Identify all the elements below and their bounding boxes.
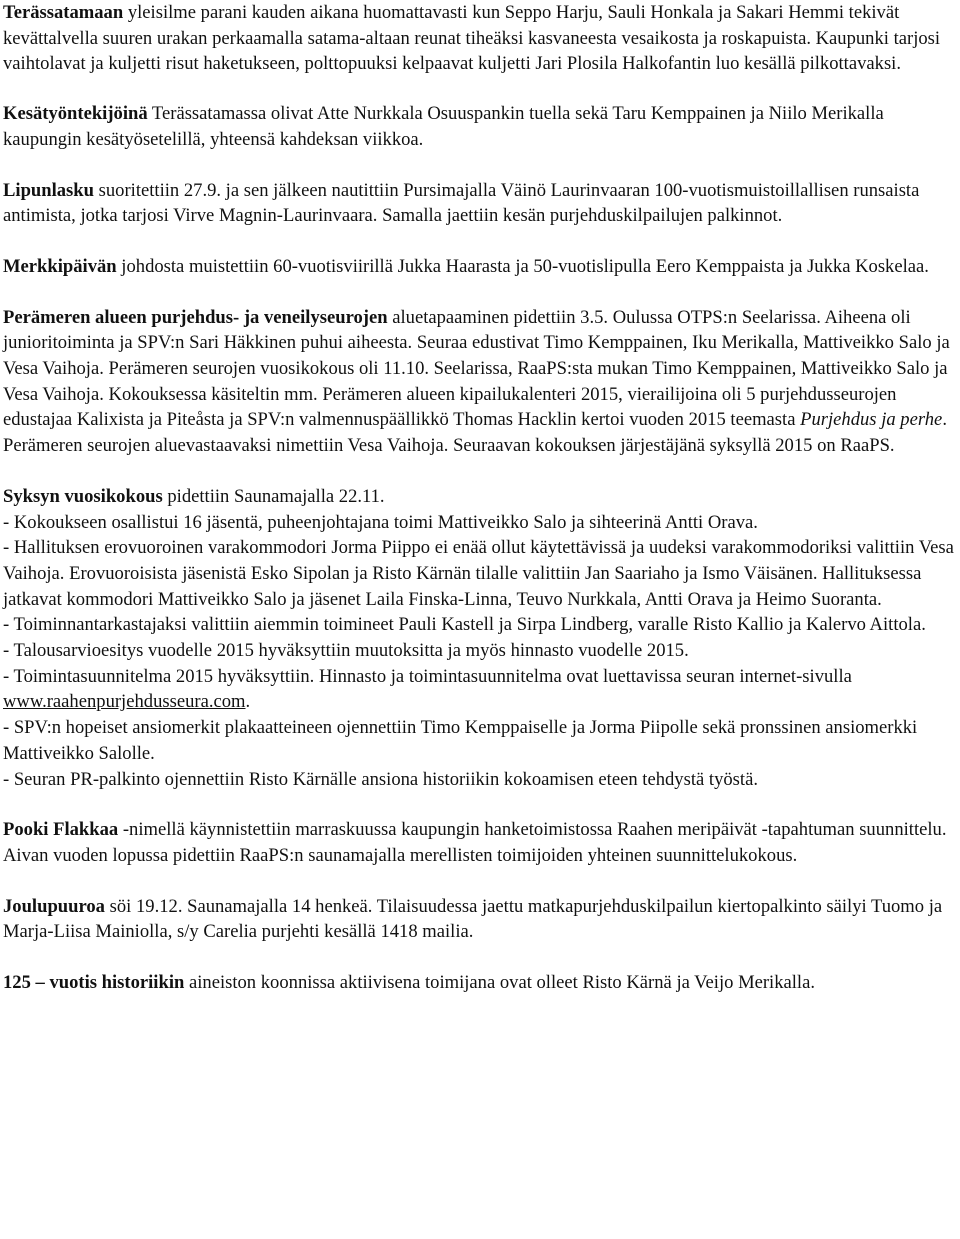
theme-title: Purjehdus ja perhe [800,409,943,431]
list-item: - Seuran PR-palkinto ojennettiin Risto Kärnälle ansiona historiikin kokoamisen eteen tehdystä työstä. [3,768,758,790]
paragraph-heading: Joulupuuroa [3,895,105,917]
paragraph-heading: Kesätyöntekijöinä [3,103,148,125]
list-item: - Toiminnantarkastajaksi valittiin aiemmin toimineet Pauli Kastell ja Sirpa Lindberg, varalle Risto Kallio ja Kalervo Aittola. [3,614,926,636]
list-item: - Talousarvioesitys vuodelle 2015 hyväksyttiin muutoksitta ja myös hinnasto vuodelle 2015. [3,640,689,662]
paragraph-pooki-flakkaa [3,817,956,868]
paragraph-heading: Syksyn vuosikokous [3,485,163,507]
paragraph-heading: Merkkipäivän [3,255,117,277]
paragraph-anniversaries [3,254,956,280]
paragraph-history [3,970,956,996]
list-item [3,664,956,715]
paragraph-annual-meeting [3,484,956,792]
paragraph-text: söi 19.12. Saunamajalla 14 henkeä. Tilaisuudessa jaettu matkapurjehduskilpailun kiertopalkinto säilyi Tuomo ja Marja-Liisa Mainiolla, s/y Carelia purjehti kesällä 1418 mailia. [3,895,943,943]
list-item-text: - Toimintasuunnitelma 2015 hyväksyttiin. Hinnasto ja toimintasuunnitelma ovat luettavissa seuran internet-sivulla [3,665,852,687]
paragraph-text: aineiston koonnissa aktiivisena toimijana ovat olleet Risto Kärnä ja Veijo Merikalla. [184,972,815,994]
paragraph-text: yleisilme parani kauden aikana huomattavasti kun Seppo Harju, Sauli Honkala ja Sakari Hemmi tekivät kevättalvella suuren urakan perkaamalla satama-altaan reunat tiheäksi kasvaneesta vesaikosta ja roskapuista. Kaupunki tarjosi vaihtolavat ja kuljetti risut haketukseen, polttopuuksi kelpaavat kuljetti Jari Plosila Halkofantin luo kesällä pilkottavaksi. [3,2,941,75]
paragraph-text: suoritettiin 27.9. ja sen jälkeen nautittiin Pursimajalla Väinö Laurinvaaran 100-vuotismuistoillallisen runsaista antimista, jotka tarjosi Virve Magnin-Laurinvaara. Samalla jaettiin kesän purjehduskilpailujen palkinnot. [3,179,920,227]
paragraph-heading: 125 – vuotis historiikin [3,972,185,994]
list-item: - Kokoukseen osallistui 16 jäsentä, puheenjohtajana toimi Mattiveikko Salo ja sihteerinä Antti Orava. [3,511,758,533]
paragraph-summer-workers [3,101,956,152]
paragraph-christmas-porridge [3,894,956,945]
paragraph-text: johdosta muistettiin 60-vuotisviirillä Jukka Haarasta ja 50-vuotislipulla Eero Kemppaista ja Jukka Koskelaa. [116,255,929,277]
club-website-link[interactable]: www.raahenpurjehdusseura.com [3,691,246,713]
paragraph-heading: Perämeren alueen purjehdus- ja veneilyseurojen [3,306,388,328]
list-item: - Hallituksen erovuoroinen varakommodori Jorma Piippo ei enää ollut käytettävissä ja uudeksi varakommodoriksi valittiin Vesa Vaihoja. Erovuoroisista jäsenistä Esko Sipolan ja Risto Kärnän tilalle valittiin Jan Saariaho ja Ismo Väisänen. Hallituksessa jatkavat kommodori Mattiveikko Salo ja jäsenet Laila Finska-Linna, Teuvo Nurkkala, Antti Orava ja Heimo Suoranta. [3,537,954,610]
paragraph-harbour-cleanup [3,0,956,77]
list-item-text: . [245,691,251,713]
paragraph-text: -nimellä käynnistettiin marraskuussa kaupungin hanketoimistossa Raahen meripäivät -tapahtuman suunnittelu. Aivan vuoden lopussa pidettiin RaaPS:n saunamajalla merellisten toimijoiden yhteinen suunnittelukokous. [3,819,947,866]
paragraph-text: . Perämeren seurojen aluevastaavaksi nimettiin Vesa Vaihoja. Seuraavan kokouksen järjestäjänä syksyllä 2015 on RaaPS. [3,409,947,457]
paragraph-heading: Lipunlasku [3,179,94,201]
paragraph-flag-lowering [3,178,956,229]
paragraph-heading: Terässatamaan [3,2,124,23]
paragraph-text: aluetapaaminen pidettiin 3.5. Oulussa OTPS:n Seelarissa. Aiheena oli junioritoiminta ja SPV:n Sari Häkkinen puhui aiheesta. Seuraa edustivat Timo Kemppainen, Iku Merikalla, Mattiveikko Salo ja Vesa Vaihoja. Perämeren seurojen vuosikokous oli 11.10. Seelarissa, RaaPS:sta mukan Timo Kemppainen, Mattiveikko Salo ja Vesa Vaihoja. Kokouksessa käsiteltin mm. Perämeren alueen kipailukalenteri 2015, vierailijoina oli 5 purjehdusseurojen edustajaa Kalixista ja Piteåsta ja SPV:n valmennuspäällikkö Thomas Hacklin kertoi vuoden 2015 teemasta [3,306,950,431]
paragraph-text: Terässatamassa olivat Atte Nurkkala Osuuspankin tuella sekä Taru Kemppainen ja Niilo Merikalla kaupungin kesätyösetelillä, yhteensä kahdeksan viikkoa. [3,103,884,150]
list-item: - SPV:n hopeiset ansiomerkit plakaatteineen ojennettiin Timo Kemppaiselle ja Jorma Piipolle sekä pronssinen ansiomerkki Mattiveikko Salolle. [3,717,918,764]
paragraph-regional-meeting [3,305,956,459]
paragraph-text: pidettiin Saunamajalla 22.11. [162,485,385,507]
paragraph-heading: Pooki Flakkaa [3,819,119,841]
